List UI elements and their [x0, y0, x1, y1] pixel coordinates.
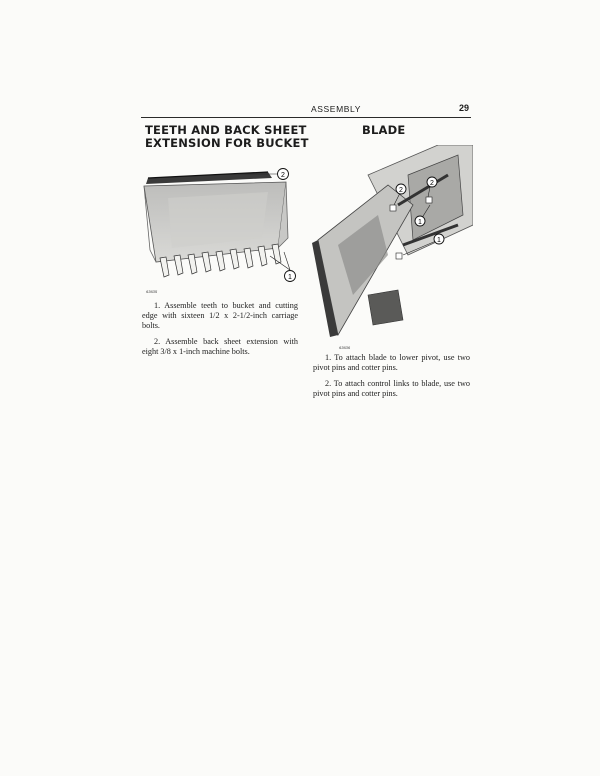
- page-number: 29: [458, 103, 469, 113]
- callout-2: 2: [281, 172, 285, 179]
- instruction-paragraph: 2. To attach control links to blade, use two pivot pins and cotter pins.: [313, 379, 470, 398]
- section-title: ASSEMBLY: [311, 104, 361, 114]
- callout-1b: 1: [437, 237, 441, 244]
- bucket-teeth-illustration: [138, 158, 298, 298]
- callout-1a: 1: [418, 219, 422, 226]
- callout-2b: 2: [430, 180, 434, 187]
- left-heading: [145, 123, 309, 150]
- left-instructions: [142, 301, 298, 363]
- callout-1: 1: [288, 274, 292, 281]
- figure-code: 63636: [339, 345, 351, 350]
- right-instructions: [313, 353, 470, 405]
- right-heading: BLADE: [362, 123, 406, 137]
- figure-code: 63635: [146, 289, 158, 294]
- instruction-paragraph: 1. To attach blade to lower pivot, use two pivot pins and cotter pins.: [313, 353, 470, 372]
- left-heading-line: EXTENSION FOR BUCKET: [145, 135, 309, 150]
- blade-illustration: [308, 145, 473, 345]
- callout-2a: 2: [399, 187, 403, 194]
- instruction-paragraph: 2. Assemble back sheet extension with eight 3/8 x 1-inch machine bolts.: [142, 337, 298, 356]
- instruction-paragraph: 1. Assemble teeth to bucket and cutting edge with sixteen 1/2 x 2-1/2-inch carriage bolts.: [142, 301, 298, 330]
- left-heading-line: TEETH AND BACK SHEET: [145, 123, 307, 137]
- running-header: [141, 103, 471, 118]
